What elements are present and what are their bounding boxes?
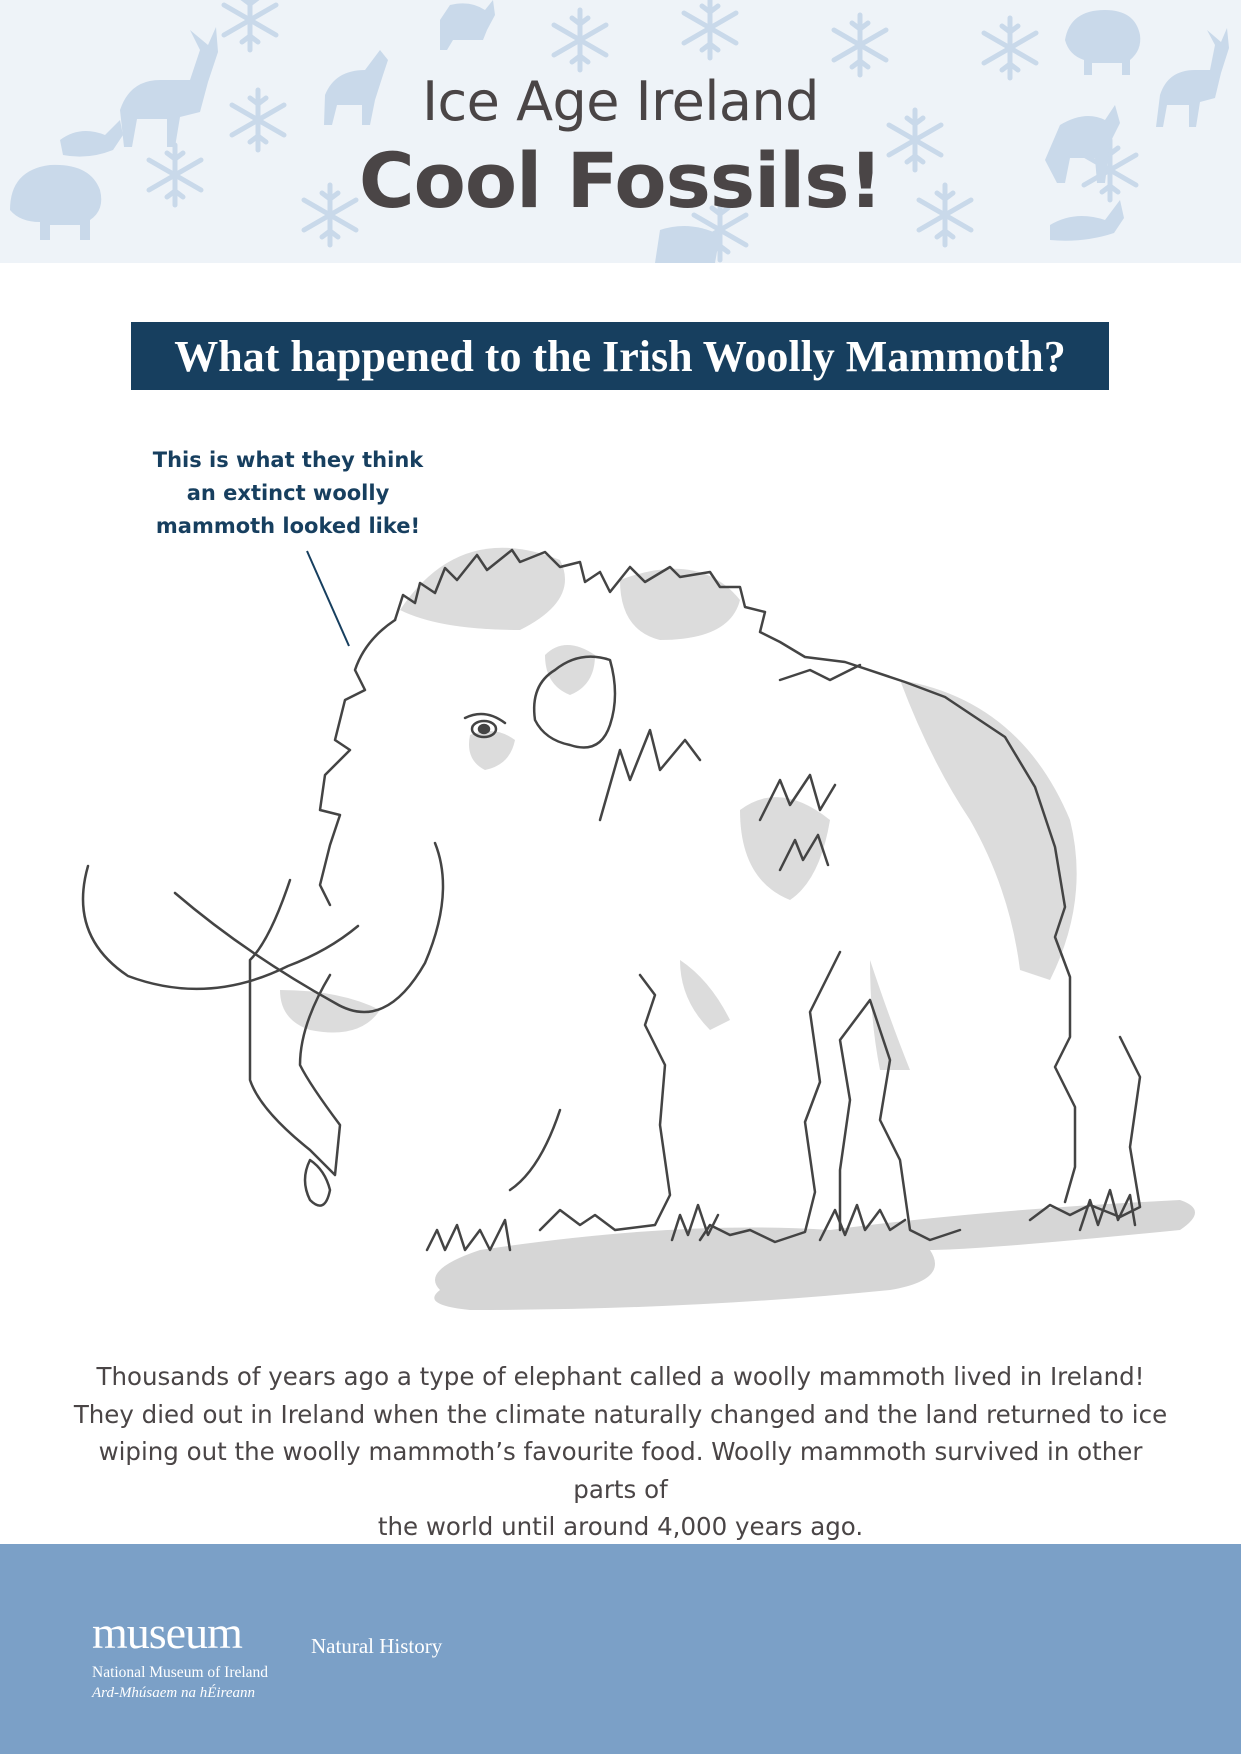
wolf-icon [440, 0, 495, 50]
page-title: Cool Fossils! [358, 136, 883, 225]
header-banner [0, 0, 1241, 263]
snowflake-icon [554, 10, 606, 70]
mammoth-grey-patches [280, 548, 1077, 1070]
body-line: They died out in Ireland when the climate naturally changed and the land returned to ice [73, 1399, 1168, 1429]
mammoth-icon [1065, 10, 1140, 75]
body-line: the world until around 4,000 years ago. [377, 1512, 864, 1541]
body-paragraph [70, 1358, 1171, 1546]
ground-shadow [434, 1200, 1195, 1310]
museum-logo-wordmark: museum [92, 1607, 242, 1658]
callout-pointer [307, 551, 349, 646]
museum-logo-name: National Museum of Ireland [92, 1664, 269, 1681]
snowflake-icon [834, 15, 886, 75]
body-line: Thousands of years ago a type of elephant called a woolly mammoth lived in Ireland! [96, 1362, 1145, 1391]
mammoth-outline [83, 550, 1140, 1250]
footer-bar [0, 1544, 1241, 1754]
section-heading: What happened to the Irish Woolly Mammoth? [174, 331, 1066, 381]
callout-line: mammoth looked like! [155, 514, 421, 538]
snowflake-icon [984, 18, 1036, 78]
snowflake-icon [224, 0, 276, 50]
woolly-mammoth-illustration [0, 420, 1241, 1340]
museum-division-label: Natural History [311, 1634, 443, 1658]
body-line: wiping out the woolly mammoth’s favourite food. Woolly mammoth survived in other parts of [98, 1437, 1143, 1504]
museum-logo-irish-name: Ard-Mhúsaem na hÉireann [92, 1685, 256, 1701]
snowflake-icon [684, 0, 736, 58]
callout-line: an extinct woolly [186, 481, 390, 505]
page-kicker: Ice Age Ireland [422, 70, 819, 133]
hare-icon [655, 226, 720, 263]
section-heading-banner [131, 322, 1109, 390]
callout-line: This is what they think [152, 448, 424, 472]
